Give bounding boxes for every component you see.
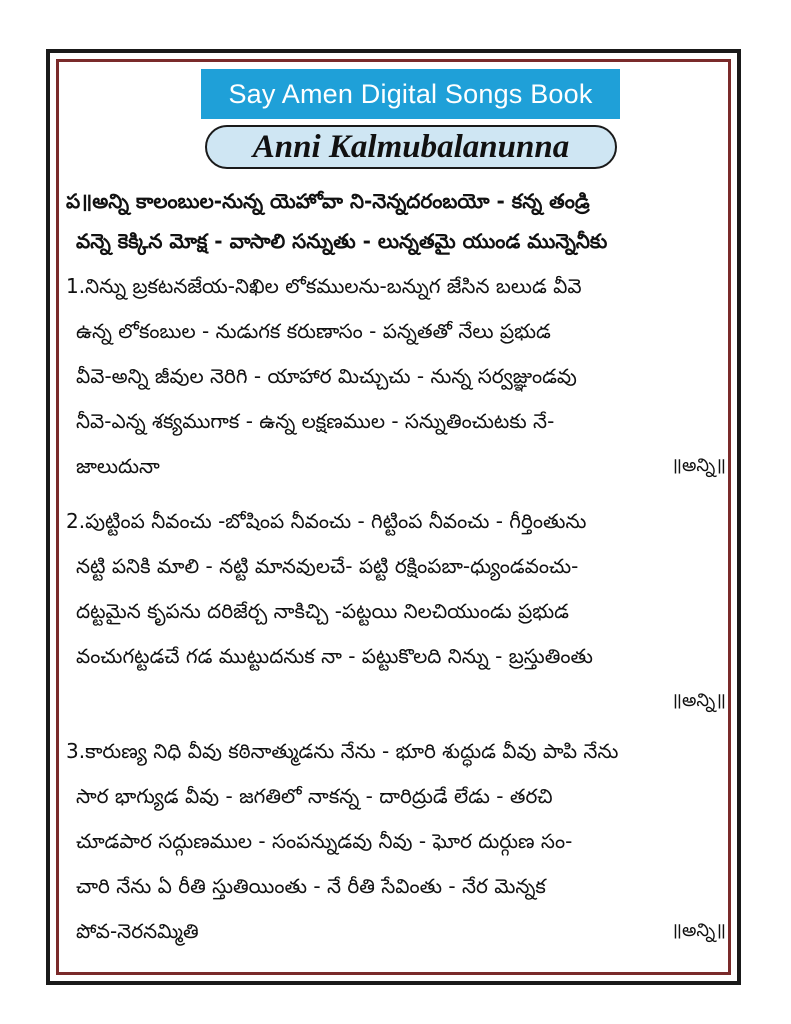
verse-line: 3.కారుణ్య నిధి వీవు కఠినాత్ముడను నేను - భూరి శుద్ధుడ వీవు పాపి నేను: [66, 739, 619, 763]
verse-line: నట్టి పనికి మాలి - నట్టి మానవులచే- పట్టి రక్షింపబా-ధ్యుండవంచు-: [76, 554, 579, 578]
verse-line: 1.నిన్ను బ్రకటనజేయ-నిఖిల లోకములను-బన్నుగ జేసిన బలుడ వీవె: [66, 274, 582, 298]
verse-line-text: జాలుదునా: [76, 454, 160, 478]
refrain-mark: ॥అన్ని॥: [671, 920, 726, 941]
verse-line: 2.పుట్టింప నీవంచు -బోషింప నీవంచు - గిట్టింప నీవంచు - గీర్తింతును: [66, 509, 587, 533]
verse-line: [76, 913, 726, 949]
verse-line: సార భాగ్యుడ వీవు - జగతిలో నాకన్న - దారిద్రుడే లేడు - తరచి: [76, 784, 553, 808]
verse-line: వంచుగట్టడచే గడ ముట్టుదనుక నా - పట్టుకొలది నిన్ను - బ్రస్తుతింతు: [76, 644, 593, 668]
verse-line: [76, 683, 726, 719]
verse-line: వీవె-అన్ని జీవుల నెరిగి - యాహార మిచ్చుచు - నున్న సర్వజ్ఞుండవు: [76, 364, 577, 388]
verse-line: ఉన్న లోకంబుల - నుడుగక కరుణాసం - పన్నతతో నేలు ప్రభుడ: [76, 319, 551, 343]
verse-line: [76, 448, 726, 484]
refrain-mark: ॥అన్ని॥: [671, 690, 726, 711]
pallavi-line: ప॥అన్ని కాలంబుల-నున్న యెహోవా ని-నెన్నదరంబయో - కన్న తండ్రి: [66, 189, 590, 213]
song-title: Anni Kalmubalanunna: [205, 125, 617, 169]
verse-line: చూడపార సద్గుణముల - సంపన్నుడవు నీవు - ఘోర దుర్గుణ సం-: [76, 829, 573, 853]
verse-line-text: పోవ-నెరనమ్మితి: [76, 919, 199, 943]
refrain-mark: ॥అన్ని॥: [671, 455, 726, 476]
book-banner: Say Amen Digital Songs Book: [201, 69, 620, 119]
verse-line: దట్టమైన కృపను దరిజేర్చ నాకిచ్చి -పట్టయి నిలచియుండు ప్రభుడ: [76, 599, 569, 623]
verse-line: చారి నేను ఏ రీతి స్తుతియింతు - నే రీతి సేవింతు - నేర మెన్నక: [76, 874, 546, 898]
verse-line: నీవె-ఎన్న శక్యముగాక - ఉన్న లక్షణముల - సన్నుతించుటకు నే-: [76, 409, 555, 433]
pallavi-line: వన్నె కెక్కిన మోక్ష - వాసాలి సన్నుతు - లున్నతమై యుండ మున్నెనీకు: [76, 229, 608, 253]
